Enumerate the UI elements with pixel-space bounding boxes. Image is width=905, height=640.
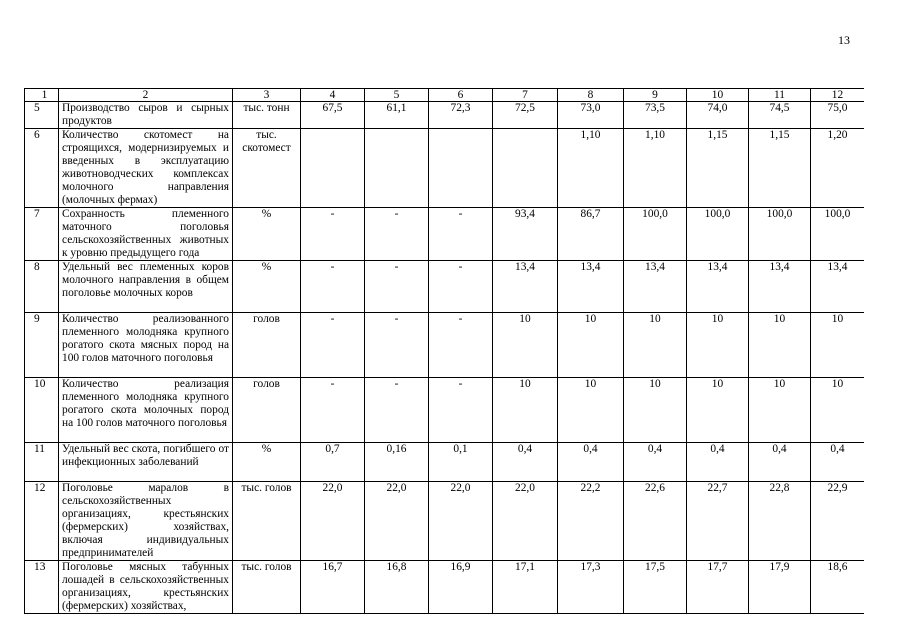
value-cell: 1,10 [624,129,687,208]
indicator-name: Количество реализация племенного молодняка крупного рогатого скота молочных пород на 100 голов маточного поголовья [59,378,233,443]
indicator-table [24,88,864,614]
unit-cell: % [233,261,301,313]
value-cell: 1,15 [687,129,749,208]
value-cell: - [365,313,429,378]
value-cell: - [429,313,493,378]
value-cell: 100,0 [624,208,687,261]
value-cell: 22,0 [429,482,493,561]
value-cell: 100,0 [687,208,749,261]
value-cell: 10 [493,378,558,443]
header-cell: 11 [749,89,811,102]
header-cell: 4 [301,89,365,102]
table-row [25,102,865,129]
value-cell: 13,4 [493,261,558,313]
header-cell: 8 [558,89,624,102]
value-cell: 22,8 [749,482,811,561]
value-cell: 74,0 [687,102,749,129]
value-cell: 22,0 [493,482,558,561]
value-cell: 1,15 [749,129,811,208]
header-cell: 7 [493,89,558,102]
unit-cell: тыс. скотомест [233,129,301,208]
row-number: 6 [25,129,59,208]
table-header-row [25,89,865,102]
value-cell: 72,5 [493,102,558,129]
value-cell: 17,1 [493,561,558,614]
header-cell: 9 [624,89,687,102]
value-cell: 0,1 [429,443,493,482]
header-cell: 10 [687,89,749,102]
row-number: 9 [25,313,59,378]
row-number: 5 [25,102,59,129]
value-cell: 10 [811,378,865,443]
value-cell: - [301,208,365,261]
value-cell: - [301,261,365,313]
value-cell: 10 [687,313,749,378]
row-number: 11 [25,443,59,482]
table-row [25,208,865,261]
value-cell: 13,4 [749,261,811,313]
value-cell: 0,7 [301,443,365,482]
value-cell: 13,4 [624,261,687,313]
table-row [25,313,865,378]
value-cell [301,129,365,208]
table-row [25,443,865,482]
value-cell: 0,4 [687,443,749,482]
indicator-name: Производство сыров и сырных продуктов [59,102,233,129]
value-cell: 1,10 [558,129,624,208]
header-cell: 3 [233,89,301,102]
table-row [25,561,865,614]
value-cell: 22,0 [365,482,429,561]
value-cell: - [301,313,365,378]
value-cell: 93,4 [493,208,558,261]
value-cell: 13,4 [687,261,749,313]
value-cell: 10 [749,378,811,443]
value-cell: 100,0 [749,208,811,261]
row-number: 7 [25,208,59,261]
value-cell: 13,4 [558,261,624,313]
value-cell: 16,7 [301,561,365,614]
header-cell: 12 [811,89,865,102]
value-cell: 22,6 [624,482,687,561]
unit-cell: тыс. тонн [233,102,301,129]
value-cell: - [365,378,429,443]
header-cell: 6 [429,89,493,102]
unit-cell: % [233,443,301,482]
value-cell: 61,1 [365,102,429,129]
indicator-name: Удельный вес племенных коров молочного направления в общем поголовье молочных коров [59,261,233,313]
value-cell: 10 [687,378,749,443]
indicator-name: Удельный вес скота, погибшего от инфекционных заболеваний [59,443,233,482]
indicator-name: Количество реализованного племенного молодняка крупного рогатого скота мясных пород на 100 голов маточного поголовья [59,313,233,378]
indicator-table-container [24,88,864,640]
value-cell [429,129,493,208]
value-cell: 73,0 [558,102,624,129]
indicator-name: Количество скотомест на строящихся, модернизируемых и введенных в эксплуатацию животноводческих комплексах молочного направления (молочных фермах) [59,129,233,208]
value-cell: 0,4 [624,443,687,482]
indicator-name: Поголовье маралов в сельскохозяйственных организациях, крестьянских (фермерских) хозяйствах, включая индивидуальных предпринимателей [59,482,233,561]
value-cell: 10 [624,313,687,378]
unit-cell: голов [233,378,301,443]
value-cell: 73,5 [624,102,687,129]
row-number: 8 [25,261,59,313]
value-cell: 16,8 [365,561,429,614]
value-cell: 22,7 [687,482,749,561]
value-cell: 17,5 [624,561,687,614]
value-cell: - [429,208,493,261]
value-cell: 67,5 [301,102,365,129]
header-cell: 5 [365,89,429,102]
table-row [25,482,865,561]
value-cell: 74,5 [749,102,811,129]
value-cell: 10 [558,313,624,378]
value-cell: 75,0 [811,102,865,129]
value-cell: 22,9 [811,482,865,561]
value-cell: 16,9 [429,561,493,614]
header-cell: 2 [59,89,233,102]
row-number: 13 [25,561,59,614]
value-cell: 10 [558,378,624,443]
value-cell: 0,16 [365,443,429,482]
indicator-name: Поголовье мясных табунных лошадей в сельскохозяйственных организациях, крестьянских (фермерских) хозяйствах, [59,561,233,614]
table-row [25,378,865,443]
unit-cell: % [233,208,301,261]
unit-cell: тыс. голов [233,482,301,561]
value-cell: 10 [493,313,558,378]
value-cell: 17,7 [687,561,749,614]
value-cell: 72,3 [429,102,493,129]
value-cell: 10 [749,313,811,378]
value-cell: 10 [624,378,687,443]
unit-cell: голов [233,313,301,378]
value-cell: 17,9 [749,561,811,614]
value-cell: 18,6 [811,561,865,614]
page-number: 13 [838,33,850,47]
value-cell [365,129,429,208]
table-row [25,261,865,313]
unit-cell: тыс. голов [233,561,301,614]
value-cell: 86,7 [558,208,624,261]
table-row [25,129,865,208]
value-cell: - [429,378,493,443]
value-cell: - [301,378,365,443]
value-cell: 22,0 [301,482,365,561]
value-cell: 0,4 [493,443,558,482]
row-number: 12 [25,482,59,561]
indicator-name: Сохранность племенного маточного поголовья сельскохозяйственных животных к уровню предыдущего года [59,208,233,261]
value-cell: 100,0 [811,208,865,261]
value-cell: 1,20 [811,129,865,208]
row-number: 10 [25,378,59,443]
value-cell: 0,4 [811,443,865,482]
header-cell: 1 [25,89,59,102]
value-cell: 22,2 [558,482,624,561]
value-cell: - [365,261,429,313]
value-cell: 17,3 [558,561,624,614]
value-cell: 0,4 [558,443,624,482]
value-cell [493,129,558,208]
value-cell: 13,4 [811,261,865,313]
value-cell: - [365,208,429,261]
value-cell: 0,4 [749,443,811,482]
value-cell: 10 [811,313,865,378]
value-cell: - [429,261,493,313]
